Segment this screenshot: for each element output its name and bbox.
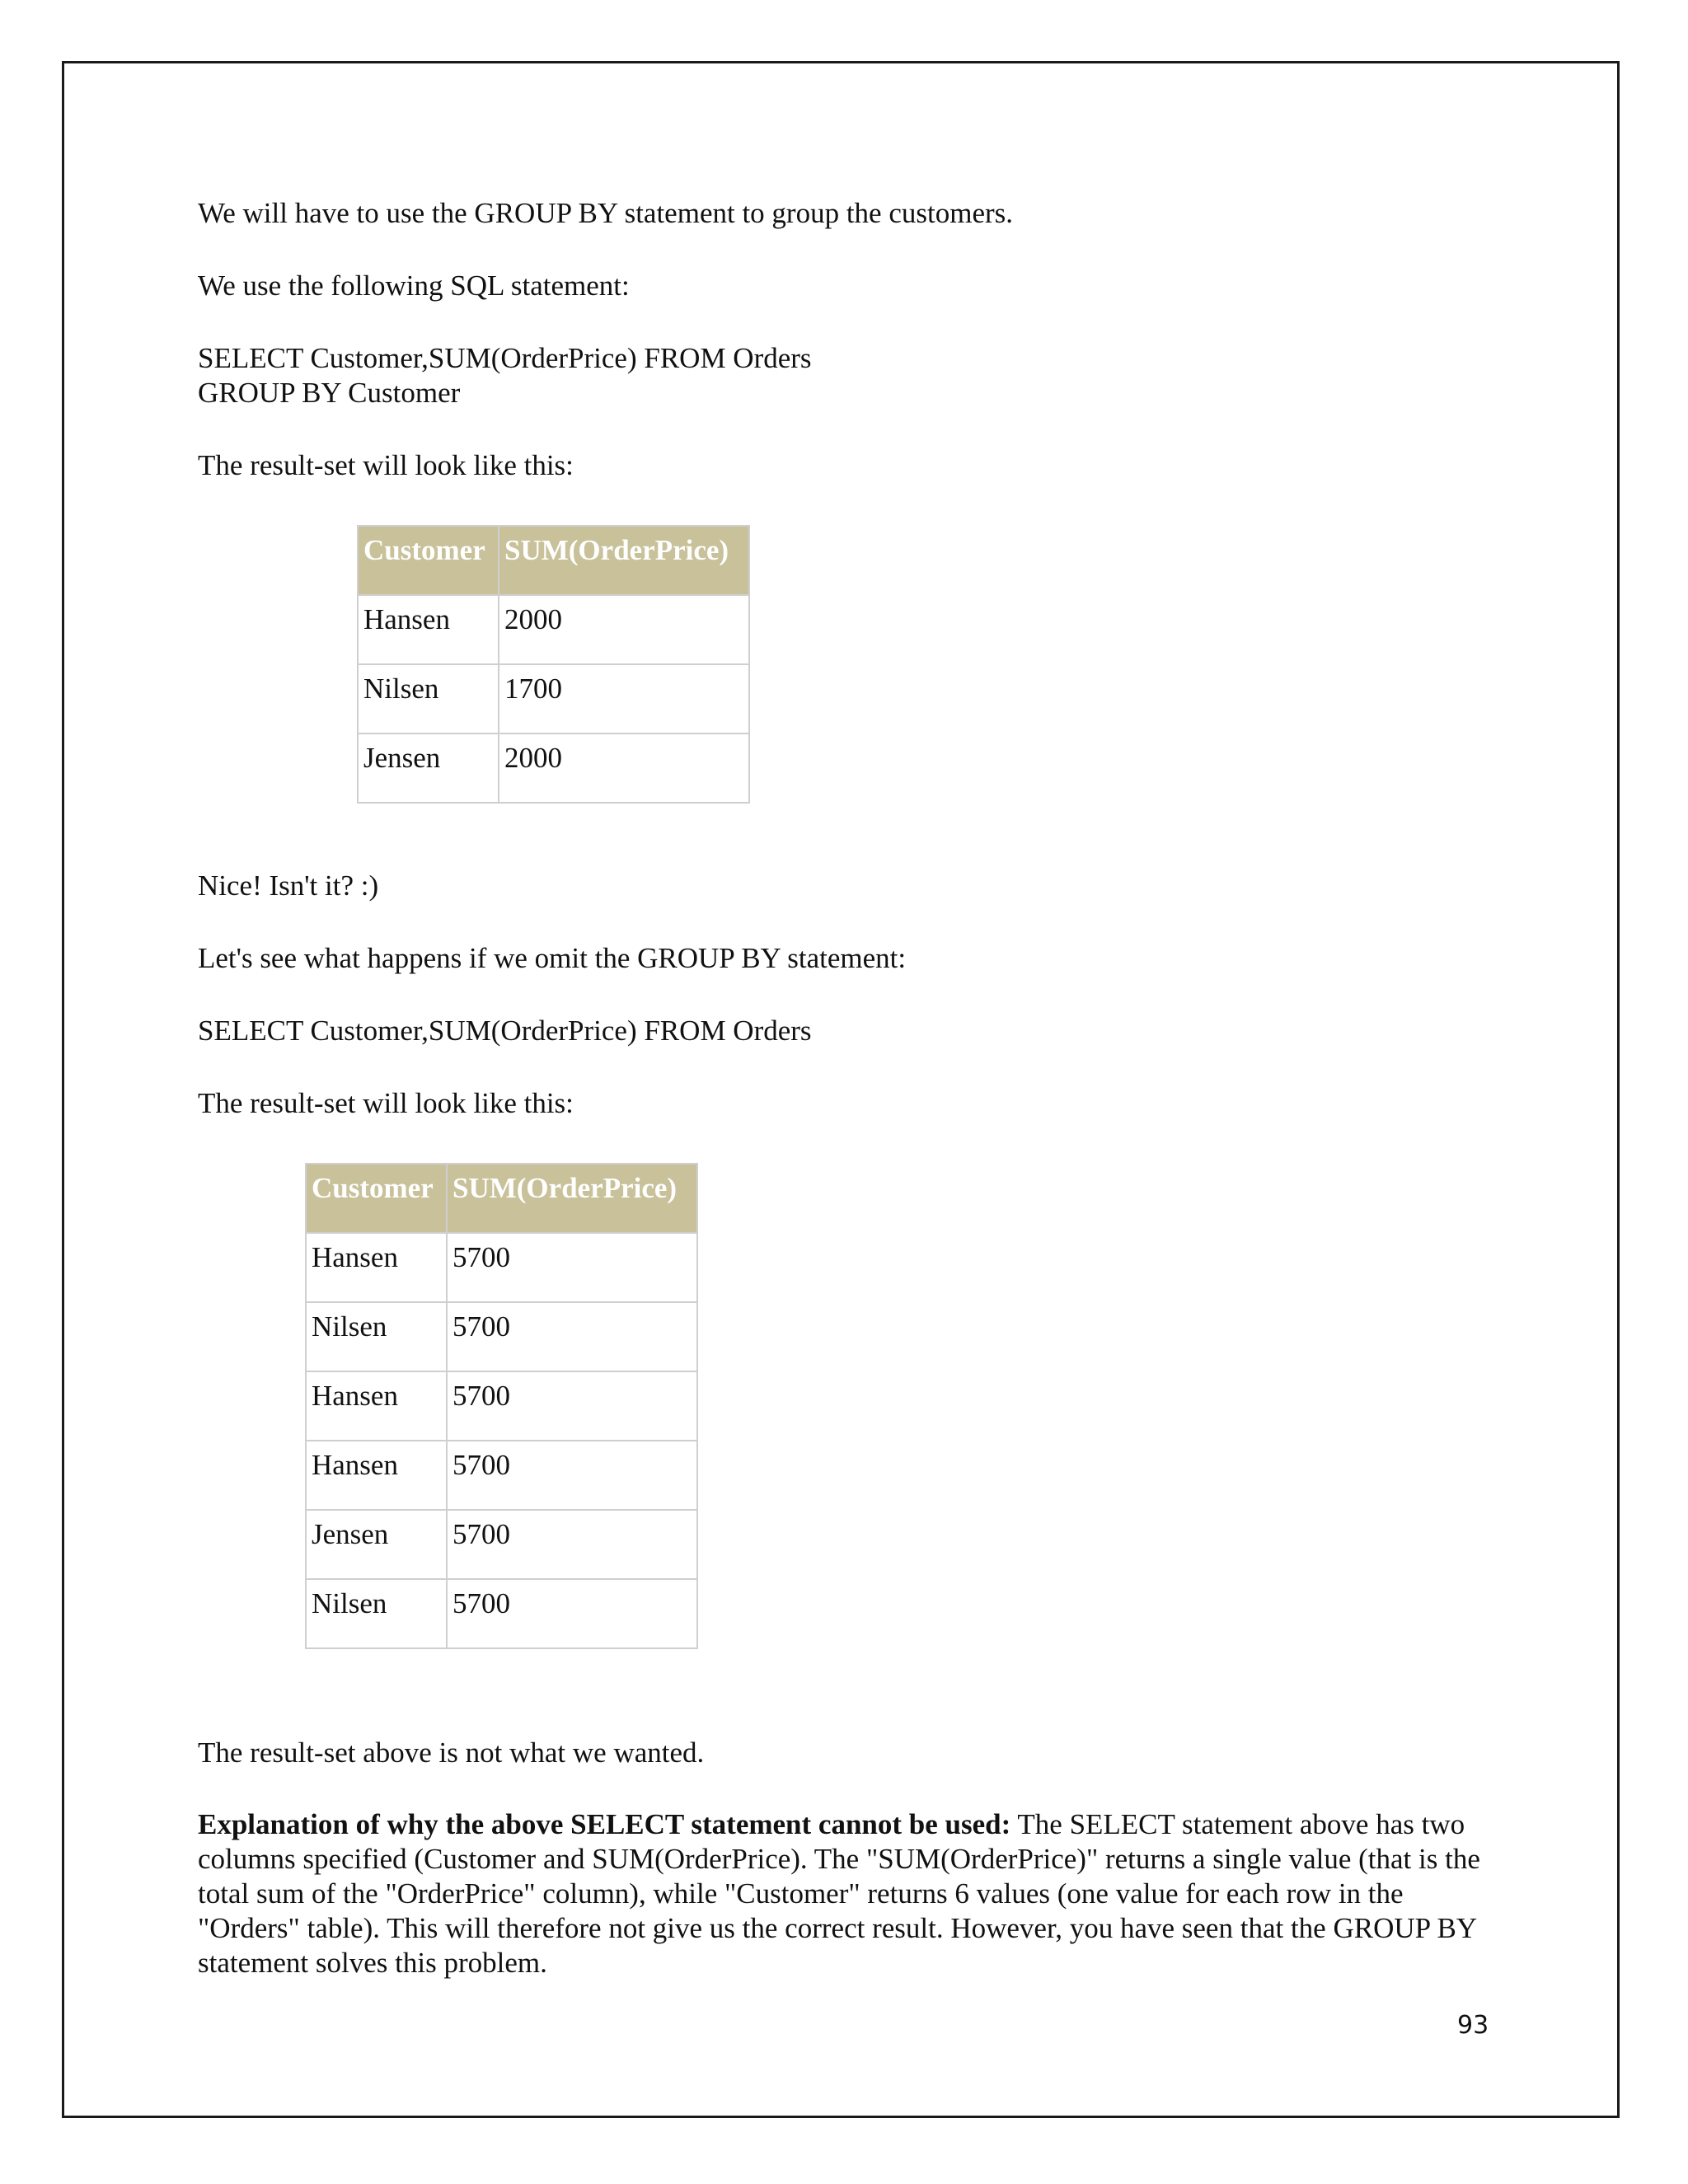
result-table-grouped — [357, 525, 750, 804]
intro-paragraph: We will have to use the GROUP BY statement to group the customers. — [198, 197, 1014, 229]
result-set-intro-1: The result-set will look like this: — [198, 449, 574, 481]
cell-sum: 1700 — [499, 664, 749, 733]
table-row — [358, 733, 749, 803]
table-row — [358, 664, 749, 733]
not-wanted-paragraph: The result-set above is not what we wanted. — [198, 1736, 705, 1769]
table-header-row — [358, 526, 749, 595]
cell-customer: Hansen — [306, 1371, 447, 1441]
cell-sum: 5700 — [447, 1233, 697, 1302]
explanation-heading: Explanation of why the above SELECT statement cannot be used: — [198, 1808, 1011, 1840]
cell-customer: Jensen — [358, 733, 499, 803]
cell-sum: 5700 — [447, 1579, 697, 1648]
table-row — [306, 1233, 697, 1302]
nice-paragraph: Nice! Isn't it? :) — [198, 869, 379, 902]
cell-customer: Nilsen — [358, 664, 499, 733]
page-number: 93 — [1457, 2011, 1489, 2040]
cell-customer: Jensen — [306, 1510, 447, 1579]
column-header-sum: SUM(OrderPrice) — [499, 526, 749, 595]
sql-query-1-line-2: GROUP BY Customer — [198, 377, 461, 409]
cell-sum: 5700 — [447, 1302, 697, 1371]
cell-customer: Hansen — [306, 1233, 447, 1302]
sql-intro-paragraph: We use the following SQL statement: — [198, 269, 630, 302]
result-table-ungrouped — [305, 1163, 698, 1649]
cell-customer: Hansen — [358, 595, 499, 664]
column-header-customer: Customer — [358, 526, 499, 595]
table-row — [306, 1510, 697, 1579]
table-row — [306, 1579, 697, 1648]
column-header-customer: Customer — [306, 1164, 447, 1233]
cell-sum: 5700 — [447, 1371, 697, 1441]
table-header-row — [306, 1164, 697, 1233]
table-row — [358, 595, 749, 664]
cell-customer: Nilsen — [306, 1579, 447, 1648]
cell-customer: Nilsen — [306, 1302, 447, 1371]
table-row — [306, 1302, 697, 1371]
cell-sum: 5700 — [447, 1441, 697, 1510]
cell-customer: Hansen — [306, 1441, 447, 1510]
cell-sum: 5700 — [447, 1510, 697, 1579]
table-row — [306, 1371, 697, 1441]
explanation-paragraph — [198, 1807, 1500, 1980]
omit-paragraph: Let's see what happens if we omit the GROUP BY statement: — [198, 942, 907, 974]
sql-query-1-line-1: SELECT Customer,SUM(OrderPrice) FROM Orders — [198, 342, 812, 374]
result-set-intro-2: The result-set will look like this: — [198, 1087, 574, 1119]
cell-sum: 2000 — [499, 595, 749, 664]
sql-query-2: SELECT Customer,SUM(OrderPrice) FROM Orders — [198, 1015, 812, 1047]
table-row — [306, 1441, 697, 1510]
cell-sum: 2000 — [499, 733, 749, 803]
explanation-text: The SELECT statement above has two columns specified (Customer and SUM(OrderPrice). The "SUM(OrderPrice)" returns a single value (that is the total sum of the "OrderPrice" column), while "Customer" returns 6 values (one value for each row in the "Orders" table). This will therefore not give us the correct result. However, you have seen that the GROUP BY statement solves this problem. — [198, 1808, 1480, 1979]
column-header-sum: SUM(OrderPrice) — [447, 1164, 697, 1233]
